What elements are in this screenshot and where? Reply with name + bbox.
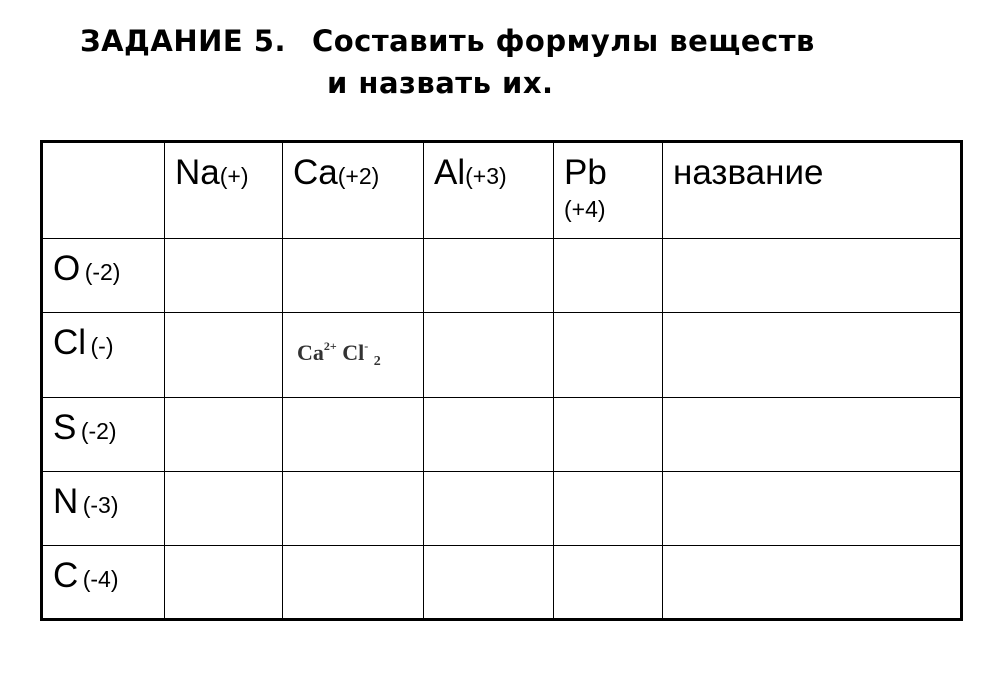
answer-cell[interactable] bbox=[663, 472, 962, 546]
example-formula: $Ca^{2+}$ Cl- $_2$ bbox=[283, 313, 424, 398]
formula-table bbox=[40, 140, 963, 621]
answer-cell[interactable] bbox=[283, 546, 424, 620]
row-label: O (-2) bbox=[42, 239, 165, 313]
answer-cell[interactable] bbox=[554, 313, 663, 398]
answer-cell[interactable] bbox=[663, 398, 962, 472]
answer-cell[interactable] bbox=[424, 472, 554, 546]
row-oxygen bbox=[42, 239, 962, 313]
header-ca: Ca(+2) bbox=[283, 142, 424, 239]
task-instruction-line1: Составить формулы веществ bbox=[311, 24, 815, 58]
task-number: ЗАДАНИЕ 5. bbox=[80, 24, 286, 58]
answer-cell[interactable] bbox=[554, 398, 663, 472]
answer-cell[interactable] bbox=[165, 472, 283, 546]
row-nitrogen bbox=[42, 472, 962, 546]
row-sulfur bbox=[42, 398, 962, 472]
answer-cell[interactable] bbox=[165, 313, 283, 398]
row-label: N (-3) bbox=[42, 472, 165, 546]
answer-cell[interactable] bbox=[554, 546, 663, 620]
answer-cell[interactable] bbox=[165, 398, 283, 472]
answer-cell[interactable] bbox=[663, 546, 962, 620]
row-label: C (-4) bbox=[42, 546, 165, 620]
task-instruction-line2: и назвать их. bbox=[327, 66, 554, 100]
answer-cell[interactable] bbox=[424, 313, 554, 398]
row-chlorine bbox=[42, 313, 962, 398]
corner-cell bbox=[42, 142, 165, 239]
answer-cell[interactable] bbox=[283, 239, 424, 313]
answer-cell[interactable] bbox=[165, 239, 283, 313]
row-label: Cl (-) bbox=[42, 313, 165, 398]
answer-cell[interactable] bbox=[663, 239, 962, 313]
header-al: Al(+3) bbox=[424, 142, 554, 239]
row-carbon bbox=[42, 546, 962, 620]
answer-cell[interactable] bbox=[663, 313, 962, 398]
header-row bbox=[42, 142, 962, 239]
header-name: название bbox=[663, 142, 962, 239]
answer-cell[interactable] bbox=[424, 239, 554, 313]
header-pb: Pb (+4) bbox=[554, 142, 663, 239]
answer-cell[interactable] bbox=[165, 546, 283, 620]
answer-cell[interactable] bbox=[424, 398, 554, 472]
header-na: Na(+) bbox=[165, 142, 283, 239]
row-label: S (-2) bbox=[42, 398, 165, 472]
answer-cell[interactable] bbox=[283, 398, 424, 472]
answer-cell[interactable] bbox=[554, 239, 663, 313]
task-title bbox=[80, 24, 815, 58]
answer-cell[interactable] bbox=[424, 546, 554, 620]
answer-cell[interactable] bbox=[283, 472, 424, 546]
answer-cell[interactable] bbox=[554, 472, 663, 546]
